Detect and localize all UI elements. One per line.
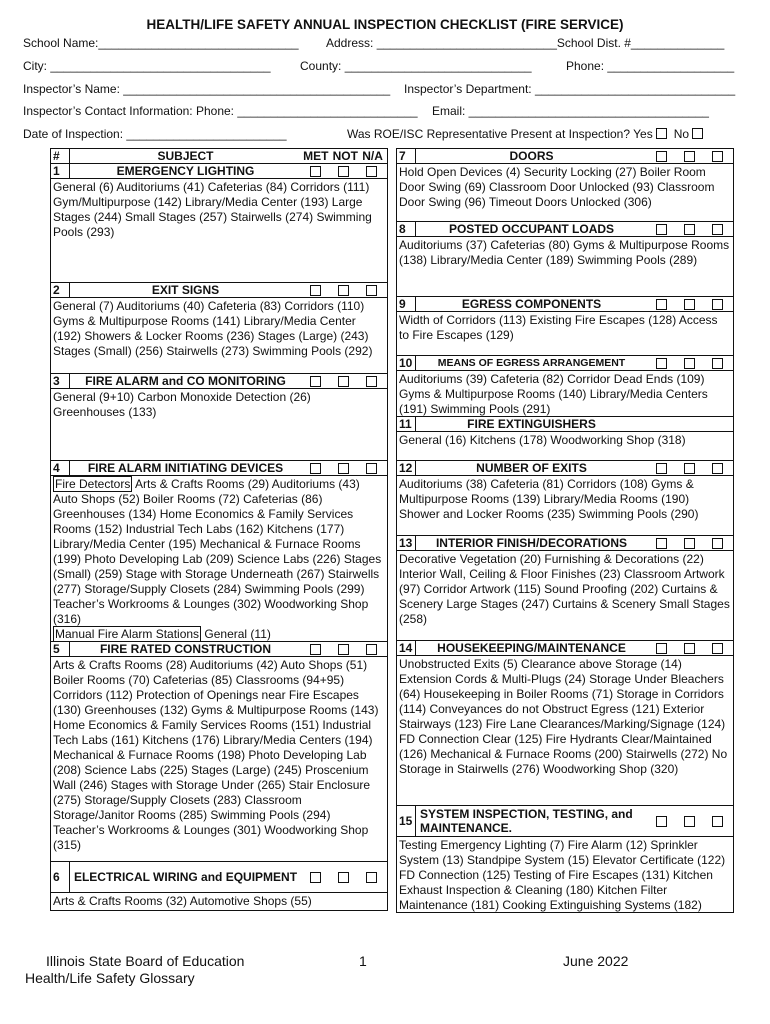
section-header-interior-finish <box>397 536 733 551</box>
not-met-checkbox[interactable] <box>338 285 349 296</box>
column-header-met: MET <box>303 149 329 163</box>
phone-field[interactable]: Phone: ___________________ <box>566 59 735 73</box>
section-body-fire-alarm-initiating <box>51 476 387 642</box>
section-title: FIRE ALARM INITIATING DEVICES <box>87 461 284 475</box>
section-body-posted-occupant-loads: Auditoriums (37) Cafeterias (80) Gyms & Multipurpose Rooms (138) Library/Media Center (189) Swimming Pools (289) <box>397 237 733 297</box>
met-checkbox[interactable] <box>656 538 667 549</box>
city-field[interactable]: City: _________________________________ <box>23 59 271 73</box>
section-header-fire-rated-construction <box>51 642 387 657</box>
met-checkbox[interactable] <box>656 643 667 654</box>
column-header-subject: SUBJECT <box>157 149 214 163</box>
section-number: 9 <box>397 297 416 311</box>
section-title: EXIT SIGNS <box>151 283 220 297</box>
na-checkbox[interactable] <box>712 463 723 474</box>
section-title: FIRE ALARM and CO MONITORING <box>85 374 286 388</box>
not-met-checkbox[interactable] <box>684 358 695 369</box>
section-header-number-of-exits <box>397 461 733 476</box>
footer-organization: Illinois State Board of Education <box>46 953 245 969</box>
met-checkbox[interactable] <box>656 816 667 827</box>
met-checkbox[interactable] <box>310 166 321 177</box>
section-title: SYSTEM INSPECTION, TESTING, and MAINTENANCE. <box>420 807 633 835</box>
na-checkbox[interactable] <box>712 224 723 235</box>
met-checkbox[interactable] <box>310 872 321 883</box>
section-title: MEANS OF EGRESS ARRANGEMENT <box>437 357 626 369</box>
section-title: NUMBER OF EXITS <box>476 461 587 475</box>
met-checkbox[interactable] <box>656 358 667 369</box>
not-met-checkbox[interactable] <box>684 538 695 549</box>
column-header-number: # <box>51 149 70 163</box>
fire-detectors-text: Arts & Crafts Rooms (29) Auditoriums (43) Auto Shops (52) Boiler Rooms (72) Cafeterias (86) Greenhouses (134) Home Economics & Family Services Rooms (152) Industrial Tech Labs (162) Kitchens (177) Library/Media Center (195) Mechanical & Furnace Rooms (199) Photo Developing Lab (209) Science Labs (226) Stages (Small) (259) Stage with Storage Underneath (267) Stairwells (277) Storage/Supply Closets (284) Swimming Pools (299) Teacher’s Workrooms & Lounges (302) Woodworking Shop (316) <box>53 477 382 626</box>
footer-page-number: 1 <box>359 953 367 969</box>
not-met-checkbox[interactable] <box>684 151 695 162</box>
na-checkbox[interactable] <box>366 463 377 474</box>
address-field[interactable]: Address: ___________________________School Dist. #______________ <box>326 36 725 50</box>
not-met-checkbox[interactable] <box>684 299 695 310</box>
section-header-posted-occupant-loads <box>397 222 733 237</box>
section-body-egress-components: Width of Corridors (113) Existing Fire Escapes (128) Access to Fire Escapes (129) <box>397 312 733 356</box>
roe-question-label: Was ROE/ISC Representative Present at Inspection? <box>347 127 631 141</box>
not-met-checkbox[interactable] <box>338 644 349 655</box>
section-header-means-of-egress <box>397 356 733 371</box>
section-title: ELECTRICAL WIRING and EQUIPMENT <box>73 870 298 884</box>
not-met-checkbox[interactable] <box>684 643 695 654</box>
section-header-exit-signs <box>51 283 387 298</box>
section-title: FIRE RATED CONSTRUCTION <box>99 642 272 656</box>
roe-yes-label: Yes <box>633 127 653 141</box>
fire-detectors-label: Fire Detectors <box>55 477 131 491</box>
section-header-electrical-wiring <box>51 862 387 893</box>
section-header-fire-extinguishers <box>397 417 733 432</box>
section-body-exit-signs: General (7) Auditoriums (40) Cafeteria (83) Corridors (110) Gyms & Multipurpose Rooms (141) Library/Media Center (192) Showers & Locker Rooms (236) Stages (Large) (243) Stages (Small) (256) Stairwells (273) Swimming Pools (292) <box>51 298 387 374</box>
section-number: 1 <box>51 164 70 178</box>
manual-alarm-stations-label: Manual Fire Alarm Stations <box>55 627 200 641</box>
section-number: 3 <box>51 374 70 388</box>
section-header-housekeeping <box>397 641 733 656</box>
not-met-checkbox[interactable] <box>338 166 349 177</box>
not-met-checkbox[interactable] <box>338 872 349 883</box>
inspection-date-field[interactable]: Date of Inspection: ________________________ <box>23 127 287 141</box>
na-checkbox[interactable] <box>366 644 377 655</box>
not-met-checkbox[interactable] <box>684 224 695 235</box>
met-checkbox[interactable] <box>310 376 321 387</box>
met-checkbox[interactable] <box>656 224 667 235</box>
section-title: INTERIOR FINISH/DECORATIONS <box>435 536 628 550</box>
section-body-electrical-wiring: Arts & Crafts Rooms (32) Automotive Shops (55) <box>51 893 387 911</box>
section-body-number-of-exits: Auditoriums (38) Cafeteria (81) Corridors (108) Gyms & Multipurpose Rooms (139) Library/Media Rooms (190) Shower and Locker Rooms (235) Swimming Pools (290) <box>397 476 733 536</box>
met-checkbox[interactable] <box>656 299 667 310</box>
column-header <box>51 149 387 164</box>
section-header-egress-components <box>397 297 733 312</box>
na-checkbox[interactable] <box>712 643 723 654</box>
inspector-department-field[interactable]: Inspector’s Department: ______________________________ <box>404 82 736 96</box>
section-title: FIRE EXTINGUISHERS <box>467 417 596 431</box>
section-body-interior-finish: Decorative Vegetation (20) Furnishing & Decorations (22) Interior Wall, Ceiling & Floor Finishes (23) Classroom Artwork (97) Corridor Artwork (115) Sound Proofing (202) Curtains & Scenery Large Stages (247) Curtains & Scenery Small Stages (258) <box>397 551 733 641</box>
section-header-system-inspection <box>397 806 733 837</box>
section-header-fire-alarm-co <box>51 374 387 389</box>
section-body-housekeeping: Unobstructed Exits (5) Clearance above Storage (14) Extension Cords & Multi-Plugs (24) Storage Under Bleachers (64) Housekeeping in Boiler Rooms (71) Storage in Corridors (114) Conveyances do not Obstruct Egress (121) Exterior Stairways (123) Fire Lane Clearances/Marking/Signage (124) FD Connection Clear (125) Fire Hydrants Clear/Maintained (126) Mechanical & Furnace Rooms (200) Stairwells (272) No Storage in Stairwells (276) Woodworking Shop (320) <box>397 656 733 806</box>
section-number: 14 <box>397 641 416 655</box>
not-met-checkbox[interactable] <box>338 463 349 474</box>
section-title: EMERGENCY LIGHTING <box>116 164 255 178</box>
section-title: HOUSEKEEPING/MAINTENANCE <box>437 641 626 655</box>
page-title: HEALTH/LIFE SAFETY ANNUAL INSPECTION CHECKLIST (FIRE SERVICE) <box>146 17 624 32</box>
section-body-fire-rated-construction: Arts & Crafts Rooms (28) Auditoriums (42) Auto Shops (51) Boiler Rooms (70) Cafeterias (85) Classrooms (94+95) Corridors (112) Protection of Openings near Fire Escapes (130) Greenhouses (132) Gyms & Multipurpose Rooms (143) Home Economics & Family Services Rooms (151) Industrial Tech Labs (161) Kitchens (176) Library/Media Centers (194) Mechanical & Furnace Rooms (198) Photo Developing Lab (208) Science Labs (225) Stages (Large) (245) Proscenium Wall (246) Stages with Storage Under (265) Stair Enclosure (275) Storage/Supply Closets (283) Classroom Storage/Janitor Rooms (285) Swimming Pools (294) Teacher’s Workrooms & Lounges (301) Woodworking Shop (315) <box>51 657 387 862</box>
inspector-email-field[interactable]: Email: ____________________________________ <box>432 104 709 118</box>
section-body-fire-alarm-co: General (9+10) Carbon Monoxide Detection (26) Greenhouses (133) <box>51 389 387 461</box>
inspector-contact-phone-field[interactable]: Inspector’s Contact Information: Phone: ___________________________ <box>23 104 418 118</box>
na-checkbox[interactable] <box>366 376 377 387</box>
section-number: 12 <box>397 461 416 475</box>
section-number: 13 <box>397 536 416 550</box>
met-checkbox[interactable] <box>310 644 321 655</box>
inspector-name-field[interactable]: Inspector’s Name: ________________________________________ <box>23 82 391 96</box>
section-number: 4 <box>51 461 70 475</box>
section-header-fire-alarm-initiating <box>51 461 387 476</box>
na-checkbox[interactable] <box>712 538 723 549</box>
manual-alarm-stations-text: General (11) <box>201 627 271 641</box>
section-header-doors <box>397 149 733 164</box>
na-checkbox[interactable] <box>366 872 377 883</box>
footer-document-name: Health/Life Safety Glossary <box>25 970 195 986</box>
section-number: 2 <box>51 283 70 297</box>
roe-question <box>347 127 703 141</box>
footer-date: June 2022 <box>563 953 629 969</box>
na-checkbox[interactable] <box>712 816 723 827</box>
na-checkbox[interactable] <box>712 299 723 310</box>
roe-no-label: No <box>673 127 690 141</box>
section-number: 5 <box>51 642 70 656</box>
not-met-checkbox[interactable] <box>338 376 349 387</box>
not-met-checkbox[interactable] <box>684 463 695 474</box>
section-number: 7 <box>397 149 416 163</box>
section-number: 11 <box>397 417 416 431</box>
met-checkbox[interactable] <box>310 463 321 474</box>
roe-yes-checkbox[interactable] <box>656 128 667 139</box>
met-checkbox[interactable] <box>656 151 667 162</box>
section-title: EGRESS COMPONENTS <box>461 297 602 311</box>
na-checkbox[interactable] <box>712 358 723 369</box>
roe-no-checkbox[interactable] <box>692 128 703 139</box>
county-field[interactable]: County: ____________________________ <box>300 59 532 73</box>
school-name-field[interactable]: School Name:______________________________ <box>23 36 299 50</box>
met-checkbox[interactable] <box>656 463 667 474</box>
na-checkbox[interactable] <box>712 151 723 162</box>
section-body-means-of-egress: Auditoriums (39) Cafeteria (82) Corridor Dead Ends (109) Gyms & Multipurpose Rooms (140) Library/Media Centers (191) Swimming Pools (291) <box>397 371 733 417</box>
column-header-na: N/A <box>362 149 383 163</box>
column-header-not: NOT <box>332 149 358 163</box>
section-number: 6 <box>51 862 70 892</box>
section-title: DOORS <box>509 149 554 163</box>
section-title: POSTED OCCUPANT LOADS <box>448 222 615 236</box>
section-body-system-inspection: Testing Emergency Lighting (7) Fire Alarm (12) Sprinkler System (13) Standpipe System (15) Elevator Certificate (122) FD Connection (125) Testing of Fire Escapes (131) Kitchen Exhaust Inspection & Cleaning (180) Kitchen Filter Maintenance (181) Cooking Extinguishing Systems (182) <box>397 837 733 913</box>
not-met-checkbox[interactable] <box>684 816 695 827</box>
na-checkbox[interactable] <box>366 285 377 296</box>
left-checklist-column <box>50 148 388 911</box>
section-number: 10 <box>397 356 416 370</box>
right-checklist-column <box>396 148 734 913</box>
na-checkbox[interactable] <box>366 166 377 177</box>
section-body-emergency-lighting: General (6) Auditoriums (41) Cafeterias (84) Corridors (111) Gym/Multipurpose (142) Library/Media Center (193) Large Stages (244) Small Stages (257) Stairwells (274) Swimming Pools (293) <box>51 179 387 283</box>
section-header-emergency-lighting <box>51 164 387 179</box>
met-checkbox[interactable] <box>310 285 321 296</box>
section-number: 8 <box>397 222 416 236</box>
section-body-doors: Hold Open Devices (4) Security Locking (27) Boiler Room Door Swing (69) Classroom Door Unlocked (93) Classroom Door Swing (96) Timeout Doors Unlocked (306) <box>397 164 733 222</box>
section-body-fire-extinguishers: General (16) Kitchens (178) Woodworking Shop (318) <box>397 432 733 461</box>
section-number: 15 <box>397 806 416 836</box>
